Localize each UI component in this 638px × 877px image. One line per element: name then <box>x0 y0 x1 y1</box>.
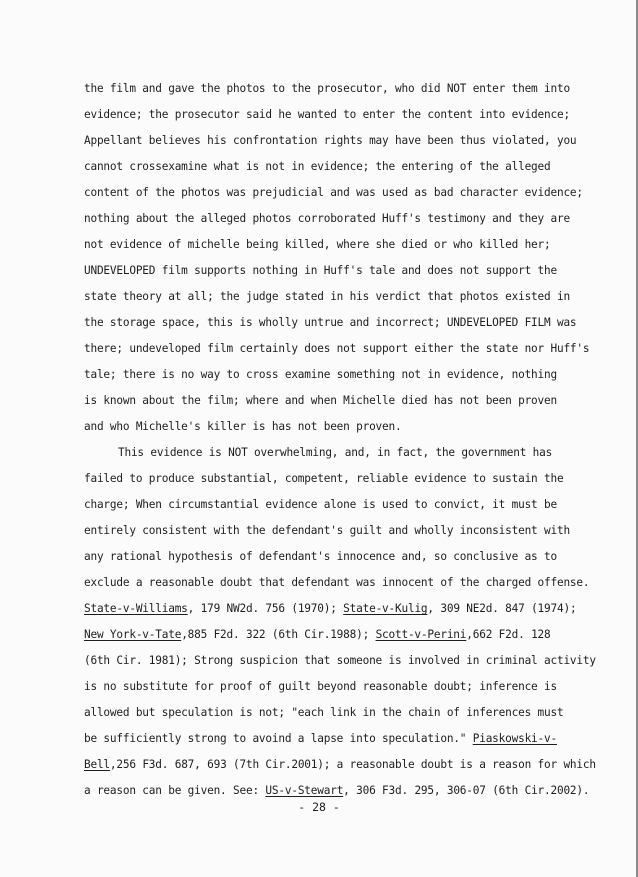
text-line <box>84 518 570 544</box>
text-span: entirely consistent with the defendant's guilt and wholly inconsistent with <box>84 524 570 537</box>
text-line <box>84 466 562 492</box>
text-span: a reason can be given. See: <box>84 784 266 797</box>
case-citation: State-v-Williams <box>84 602 188 615</box>
text-span: and who Michelle's killer is has not been proven. <box>84 420 402 433</box>
case-citation: New York-v-Tate <box>84 628 182 641</box>
text-span: exclude a reasonable doubt that defendant was innocent of the charged offense. <box>84 576 590 589</box>
text-line <box>84 414 562 440</box>
body-text <box>84 76 596 804</box>
text-span: This evidence is NOT overwhelming, and, in fact, the government has <box>118 446 553 459</box>
text-line <box>84 180 583 206</box>
text-line <box>84 544 562 570</box>
text-span: the storage space, this is wholly untrue and incorrect; UNDEVELOPED FILM was <box>84 316 577 329</box>
text-span: there; undeveloped film certainly does not support either the state nor Huff's <box>84 342 590 355</box>
text-line <box>84 700 562 726</box>
text-line <box>84 284 570 310</box>
text-span: cannot crossexamine what is not in evidence; the entering of the alleged <box>84 160 551 173</box>
text-span: the film and gave the photos to the prosecutor, who did NOT enter them into <box>84 82 570 95</box>
text-span: , 179 NW2d. 756 (1970); <box>187 602 344 615</box>
text-span: any rational hypothesis of defendant's innocence and, so conclusive as to <box>84 550 557 563</box>
text-line <box>84 232 562 258</box>
case-citation: Piaskowski-v- <box>472 732 557 745</box>
text-span: failed to produce substantial, competent, reliable evidence to sustain the <box>84 472 564 485</box>
text-span: UNDEVELOPED film supports nothing in Huff's tale and does not support the <box>84 264 557 277</box>
case-citation: State-v-Kulig <box>343 602 428 615</box>
text-span: , 309 NE2d. 847 (1974); <box>427 602 577 615</box>
text-line <box>84 648 596 674</box>
text-span: ,662 F2d. 128 <box>466 628 551 641</box>
text-span: tale; there is no way to cross examine something not in evidence, nothing <box>84 368 557 381</box>
text-span: not evidence of michelle being killed, where she died or who killed her; <box>84 238 551 251</box>
text-line <box>84 258 562 284</box>
text-span: is known about the film; where and when Michelle died has not been proven <box>84 394 557 407</box>
text-span: state theory at all; the judge stated in his verdict that photos existed in <box>84 290 570 303</box>
text-line <box>84 102 570 128</box>
text-span: charge; When circumstantial evidence alone is used to convict, it must be <box>84 498 557 511</box>
text-span: content of the photos was prejudicial and was used as bad character evidence; <box>84 186 583 199</box>
text-span: ,256 F3d. 687, 693 (7th Cir.2001); a reasonable doubt is a reason for which <box>109 758 596 771</box>
text-line <box>84 362 562 388</box>
case-citation: Scott-v-Perini <box>375 628 467 641</box>
text-span: be sufficiently strong to avoind a lapse into speculation." <box>84 732 473 745</box>
text-span: nothing about the alleged photos corroborated Huff's testimony and they are <box>84 212 570 225</box>
text-line <box>84 336 590 362</box>
page-number: - 28 - <box>298 800 340 814</box>
text-span: , 306 F3d. 295, 306-07 (6th Cir.2002). <box>343 784 590 797</box>
text-line <box>84 128 577 154</box>
text-line <box>84 570 590 596</box>
text-line <box>84 492 562 518</box>
text-line <box>84 154 562 180</box>
text-span: Appellant believes his confrontation rights may have been thus violated, you <box>84 134 577 147</box>
case-citation: US-v-Stewart <box>265 784 344 797</box>
text-line <box>84 388 562 414</box>
text-line <box>84 310 577 336</box>
citation-line <box>84 622 562 648</box>
text-span: allowed but speculation is not; "each link in the chain of inferences must <box>84 706 564 719</box>
case-citation: Bell <box>84 758 110 771</box>
citation-line <box>84 596 577 622</box>
text-line <box>84 76 570 102</box>
text-line <box>84 206 570 232</box>
citation-line <box>84 752 596 778</box>
text-line <box>84 440 562 466</box>
text-span: ,885 F2d. 322 (6th Cir.1988); <box>181 628 376 641</box>
text-span: is no substitute for proof of guilt beyond reasonable doubt; inference is <box>84 680 557 693</box>
text-span: (6th Cir. 1981); Strong suspicion that someone is involved in criminal activity <box>84 654 596 667</box>
text-line <box>84 674 562 700</box>
citation-line <box>84 726 562 752</box>
text-span: evidence; the prosecutor said he wanted to enter the content into evidence; <box>84 108 570 121</box>
